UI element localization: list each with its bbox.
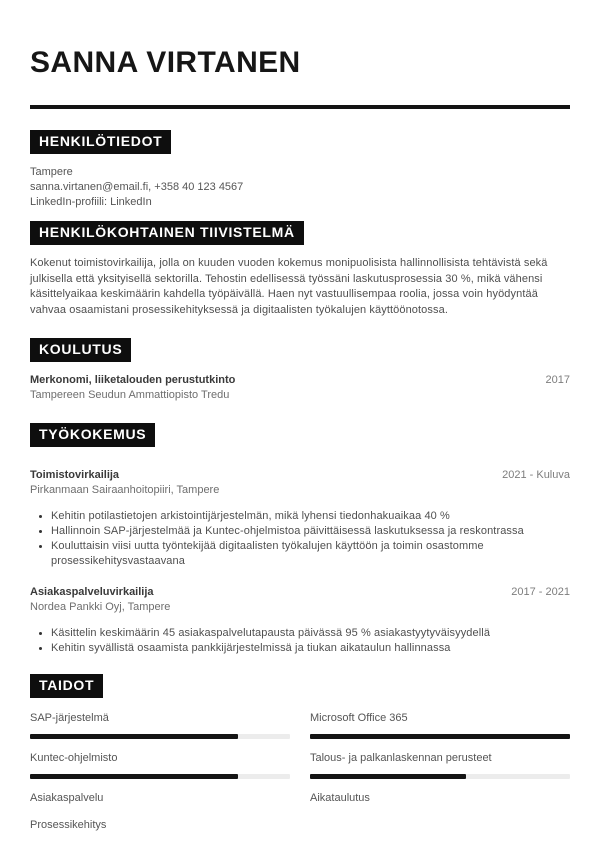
job-employer: Pirkanmaan Sairaanhoitopiiri, Tampere [30,484,220,496]
section-header-personal-info: HENKILÖTIEDOT [30,130,171,154]
skill-bar [30,774,290,779]
skill-item [310,751,570,779]
skill-item [310,711,570,739]
job-bullet-list [30,509,570,569]
school-name: Tampereen Seudun Ammattiopisto Tredu [30,389,230,401]
linkedin-link[interactable]: LinkedIn [110,196,152,208]
page-title: SANNA VIRTANEN [30,46,301,79]
job-item [30,585,570,656]
location-text: Tampere [30,166,73,178]
job-date: 2017 - 2021 [511,586,570,598]
job-bullet: • Kehitin syvällistä osaamista pankkijärjestelmissä ja tiukan aikataulun hallinnassa [51,641,570,656]
skill-label: SAP-järjestelmä [30,712,109,724]
skill-label: Asiakaspalvelu [30,792,104,804]
linkedin-line [30,195,570,210]
skill-bar-fill [310,774,466,779]
job-item [30,468,570,569]
skill-item [310,791,570,806]
skill-bar-fill [30,734,238,739]
section-personal-info [30,130,570,210]
summary-text: Kokenut toimistovirkailija, jolla on kuuden vuoden kokemus monipuolisista hallinnollisista tehtävistä sekä julkisella että yksityisellä sektorilla. Tehostin edellisessä työssäni laskutusprosessia 30 %, mikä vähensi käsittelyaikaa keskimäärin kahdella työpäivällä. Haen nyt vastuullisempaa roolia, jossa voin hyödyntää vahvaa osaamistani prosessikehityksessä ja digitaalisten työkalujen käyttöönotossa. [30,257,548,316]
education-date: 2017 [545,374,570,386]
section-education [30,338,570,403]
skill-bar [30,734,290,739]
skill-item [30,791,290,806]
job-role: Asiakaspalveluvirkailija [30,586,154,598]
skill-bar-fill [310,734,570,739]
job-bullet: • Hallinnoin SAP-järjestelmää ja Kuntec-ohjelmistoa päivittäisessä laskutuksessa ja reskontrassa [51,524,570,539]
section-header-experience: TYÖKOKEMUS [30,423,155,447]
contact-text: sanna.virtanen@email.fi, +358 40 123 4567 [30,181,244,193]
skill-item [30,711,290,739]
job-bullet: • Kouluttaisin viisi uutta työntekijää digitaalisten työkalujen käyttöön ja toimin osastomme prosessikehitysvastaavana [51,539,570,569]
skill-item [30,818,290,833]
linkedin-label: LinkedIn-profiili: [30,196,111,208]
skill-bar-fill [30,774,238,779]
job-bullet: • Kehitin potilastietojen arkistointijärjestelmän, mikä lyhensi tiedonhakuaikaa 40 % [51,509,570,524]
skill-item [30,751,290,779]
job-date: 2021 - Kuluva [502,469,570,481]
job-bullet: • Käsittelin keskimäärin 45 asiakaspalvelutapausta päivässä 95 % asiakastyytyväisyydellä [51,626,570,641]
degree-title: Merkonomi, liiketalouden perustutkinto [30,374,236,386]
section-header-skills: TAIDOT [30,674,103,698]
section-header-summary: HENKILÖKOHTAINEN TIIVISTELMÄ [30,221,304,245]
skill-bar [310,774,570,779]
job-bullet-list [30,626,570,656]
skill-label: Talous- ja palkanlaskennan perusteet [310,752,492,764]
section-summary [30,221,570,318]
skill-label: Kuntec-ohjelmisto [30,752,118,764]
skill-bar [310,734,570,739]
skills-grid [30,711,570,833]
section-skills [30,674,570,833]
skill-label: Prosessikehitys [30,819,107,831]
section-experience [30,423,570,656]
header-divider [30,105,570,109]
job-role: Toimistovirkailija [30,469,120,481]
education-item [30,373,570,403]
skill-label: Aikataulutus [310,792,370,804]
job-employer: Nordea Pankki Oyj, Tampere [30,601,171,613]
skill-label: Microsoft Office 365 [310,712,408,724]
section-header-education: KOULUTUS [30,338,131,362]
